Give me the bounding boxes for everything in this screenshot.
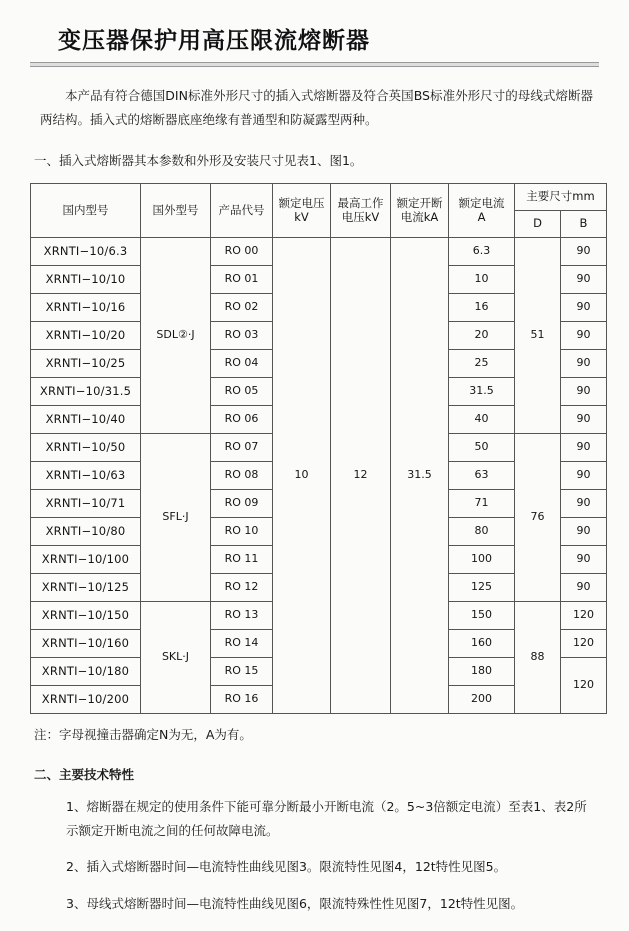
cell-rated-voltage: 10 <box>273 237 331 713</box>
header-rated-current <box>449 183 515 237</box>
cell-domestic-model: XRNTI−10/80 <box>31 517 141 545</box>
header-max-voltage-line1: 最高工作 <box>337 195 384 210</box>
cell-dimension-d-group3: 88 <box>515 601 561 713</box>
header-product-code: 产品代号 <box>211 183 273 237</box>
cell-domestic-model: XRNTI−10/10 <box>31 265 141 293</box>
header-breaking-line1: 额定开断 <box>396 195 443 210</box>
cell-rated-current: 100 <box>449 545 515 573</box>
cell-dimension-b: 90 <box>561 405 607 433</box>
cell-rated-current: 6.3 <box>449 237 515 265</box>
section-item-2 <box>30 855 599 879</box>
section-item-1-text: 1、熔断器在规定的使用条件下能可靠分断最小开断电流（2。5~3倍额定电流）至表1、表2所示额定开断电流之间的任何故障电流。 <box>66 798 587 838</box>
cell-domestic-model: XRNTI−10/50 <box>31 433 141 461</box>
cell-product-code: RO 03 <box>211 321 273 349</box>
section-item-1 <box>30 795 599 844</box>
cell-rated-current: 50 <box>449 433 515 461</box>
cell-domestic-model: XRNTI−10/71 <box>31 489 141 517</box>
cell-max-working-voltage: 12 <box>331 237 391 713</box>
cell-dimension-b: 90 <box>561 265 607 293</box>
cell-dimension-b: 90 <box>561 321 607 349</box>
cell-product-code: RO 14 <box>211 629 273 657</box>
cell-dimension-b: 90 <box>561 517 607 545</box>
cell-rated-current: 125 <box>449 573 515 601</box>
cell-dimension-b: 120 <box>561 601 607 629</box>
cell-dimension-b: 90 <box>561 489 607 517</box>
cell-dimension-d-group2: 76 <box>515 433 561 601</box>
cell-product-code: RO 12 <box>211 573 273 601</box>
cell-domestic-model: XRNTI−10/150 <box>31 601 141 629</box>
table-header-row <box>31 183 607 210</box>
cell-dimension-d-group1: 51 <box>515 237 561 433</box>
cell-dimension-b: 90 <box>561 545 607 573</box>
section-one-heading: 一、插入式熔断器其本参数和外形及安装尺寸见表1、图1。 <box>34 152 363 168</box>
table-note: 注：字母视撞击器确定N为无，A为有。 <box>34 726 252 742</box>
cell-domestic-model: XRNTI−10/200 <box>31 685 141 713</box>
header-max-voltage-line2: 电压kV <box>341 210 380 224</box>
cell-dimension-b: 120 <box>561 629 607 657</box>
cell-product-code: RO 06 <box>211 405 273 433</box>
cell-domestic-model: XRNTI−10/180 <box>31 657 141 685</box>
cell-dimension-b: 90 <box>561 573 607 601</box>
cell-product-code: RO 07 <box>211 433 273 461</box>
header-dimension-b: B <box>561 210 607 237</box>
cell-domestic-model: XRNTI−10/20 <box>31 321 141 349</box>
cell-dimension-b: 90 <box>561 293 607 321</box>
header-foreign-model: 国外型号 <box>141 183 211 237</box>
header-dimension-d: D <box>515 210 561 237</box>
cell-domestic-model: XRNTI−10/125 <box>31 573 141 601</box>
cell-rated-current: 200 <box>449 685 515 713</box>
section-item-3 <box>30 892 599 916</box>
header-rated-breaking-current <box>391 183 449 237</box>
cell-product-code: RO 05 <box>211 377 273 405</box>
cell-foreign-model-group1: SDL②·J <box>141 237 211 433</box>
cell-rated-current: 71 <box>449 489 515 517</box>
cell-domestic-model: XRNTI−10/100 <box>31 545 141 573</box>
cell-rated-current: 80 <box>449 517 515 545</box>
header-current-line1: 额定电流 <box>458 195 505 210</box>
header-domestic-model: 国内型号 <box>31 183 141 237</box>
title-divider <box>30 62 599 67</box>
cell-product-code: RO 00 <box>211 237 273 265</box>
cell-product-code: RO 13 <box>211 601 273 629</box>
cell-rated-current: 40 <box>449 405 515 433</box>
table-body <box>31 237 607 713</box>
cell-dimension-b: 90 <box>561 433 607 461</box>
cell-foreign-model-group2: SFL·J <box>141 433 211 601</box>
cell-domestic-model: XRNTI−10/6.3 <box>31 237 141 265</box>
section-two-heading: 二、主要技术特性 <box>34 766 135 782</box>
cell-dimension-b: 90 <box>561 461 607 489</box>
cell-product-code: RO 09 <box>211 489 273 517</box>
cell-dimension-b: 90 <box>561 349 607 377</box>
cell-rated-current: 16 <box>449 293 515 321</box>
table-row <box>31 237 607 265</box>
header-breaking-line2: 电流kA <box>400 210 439 224</box>
cell-foreign-model-group3: SKL·J <box>141 601 211 713</box>
cell-rated-current: 25 <box>449 349 515 377</box>
intro-text: 本产品有符合德国DIN标准外形尺寸的插入式熔断器及符合英国BS标准外形尺寸的母线式熔断器两结构。插入式的熔断器底座绝缘有普通型和防凝露型两种。 <box>40 88 593 128</box>
section-item-2-text: 2、插入式熔断器时间—电流特性曲线见图3。限流特性见图4，12t特性见图5。 <box>66 859 507 875</box>
cell-dimension-b-merged: 120 <box>561 657 607 713</box>
cell-rated-current: 31.5 <box>449 377 515 405</box>
cell-rated-breaking-current: 31.5 <box>391 237 449 713</box>
cell-dimension-b: 90 <box>561 377 607 405</box>
cell-rated-current: 10 <box>449 265 515 293</box>
title-block <box>30 0 599 67</box>
cell-rated-current: 63 <box>449 461 515 489</box>
cell-product-code: RO 01 <box>211 265 273 293</box>
cell-dimension-b: 90 <box>561 237 607 265</box>
cell-product-code: RO 11 <box>211 545 273 573</box>
header-rated-voltage <box>273 183 331 237</box>
cell-product-code: RO 16 <box>211 685 273 713</box>
header-rated-voltage-line1: 额定电压 <box>278 195 325 210</box>
cell-rated-current: 160 <box>449 629 515 657</box>
page-title: 变压器保护用高压限流熔断器 <box>58 28 370 54</box>
cell-product-code: RO 15 <box>211 657 273 685</box>
cell-product-code: RO 04 <box>211 349 273 377</box>
cell-product-code: RO 08 <box>211 461 273 489</box>
cell-domestic-model: XRNTI−10/16 <box>31 293 141 321</box>
cell-domestic-model: XRNTI−10/40 <box>31 405 141 433</box>
cell-rated-current: 20 <box>449 321 515 349</box>
cell-product-code: RO 10 <box>211 517 273 545</box>
header-main-dimensions: 主要尺寸mm <box>515 183 607 210</box>
cell-domestic-model: XRNTI−10/160 <box>31 629 141 657</box>
cell-domestic-model: XRNTI−10/25 <box>31 349 141 377</box>
specification-table <box>30 183 607 714</box>
cell-domestic-model: XRNTI−10/31.5 <box>31 377 141 405</box>
header-current-line2: A <box>477 210 486 224</box>
cell-rated-current: 150 <box>449 601 515 629</box>
cell-rated-current: 180 <box>449 657 515 685</box>
cell-product-code: RO 02 <box>211 293 273 321</box>
intro-paragraph <box>30 84 599 133</box>
section-item-3-text: 3、母线式熔断器时间—电流特性曲线见图6，限流特殊性性见图7，12t特性见图。 <box>66 895 524 911</box>
header-rated-voltage-line2: kV <box>294 210 309 224</box>
cell-domestic-model: XRNTI−10/63 <box>31 461 141 489</box>
header-max-working-voltage <box>331 183 391 237</box>
